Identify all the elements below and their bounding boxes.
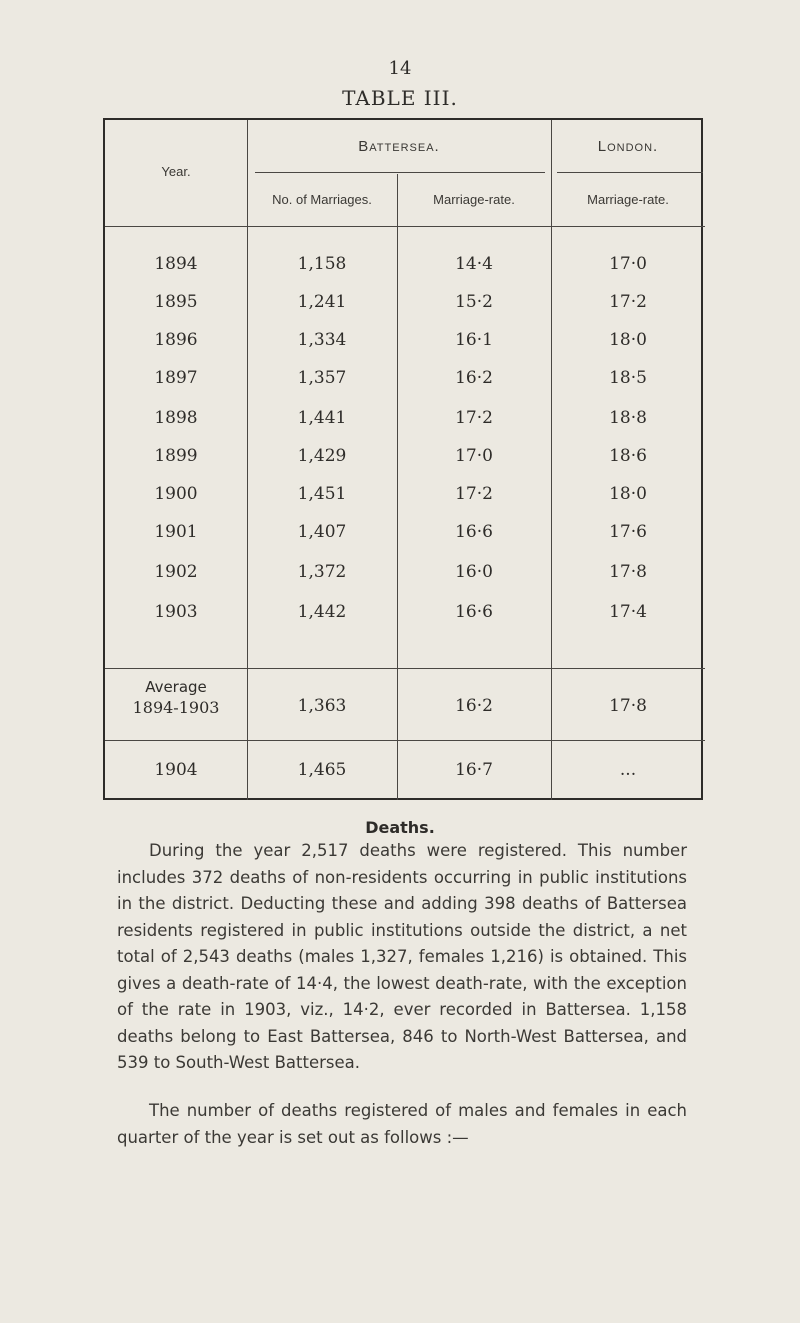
cell-year: 1897 xyxy=(154,368,198,388)
cell-battersea-rate: 16·1 xyxy=(455,330,493,350)
header-london: London. xyxy=(597,138,659,155)
header-battersea: Battersea. xyxy=(358,138,440,155)
header-battersea-rate: Marriage-rate. xyxy=(433,192,515,207)
cell-london-rate: 17·0 xyxy=(609,254,647,274)
cell-marriages: 1,407 xyxy=(297,522,347,542)
cell-marriages: 1,334 xyxy=(297,330,347,350)
cell-battersea-rate: 15·2 xyxy=(455,292,493,312)
header-year: Year. xyxy=(161,164,191,179)
cell-london-rate: 18·6 xyxy=(609,446,647,466)
cell-marriages: 1,441 xyxy=(297,408,347,428)
final-year: 1904 xyxy=(154,760,198,780)
cell-marriages: 1,451 xyxy=(297,484,347,504)
cell-year: 1899 xyxy=(154,446,198,466)
deaths-heading: Deaths. xyxy=(365,818,435,837)
cell-year: 1895 xyxy=(154,292,198,312)
cell-marriages: 1,357 xyxy=(297,368,347,388)
cell-battersea-rate: 17·2 xyxy=(455,484,493,504)
cell-london-rate: 17·4 xyxy=(609,602,647,622)
cell-london-rate: 18·8 xyxy=(609,408,647,428)
average-battersea-rate: 16·2 xyxy=(455,696,493,716)
cell-london-rate: 17·6 xyxy=(609,522,647,542)
deaths-paragraph: During the year 2,517 deaths were registered. This number includes 372 deaths of non-residents occurring in public institutions in the district. Deducting these and adding 398 deaths of Battersea residents registered in public institutions outside the district, a net total of 2,543 deaths (males 1,327, females 1,216) is obtained. This gives a death-rate of 14·4, the lowest death-rate, with the exception of the rate in 1903, viz., 14·2, ever recorded in Battersea. 1,158 deaths belong to East Battersea, 846 to North-West Battersea, and 539 to South-West Battersea. xyxy=(117,841,687,1072)
cell-year: 1901 xyxy=(154,522,198,542)
final-london-rate: ... xyxy=(619,760,637,780)
cell-year: 1894 xyxy=(154,254,198,274)
cell-battersea-rate: 17·2 xyxy=(455,408,493,428)
average-period: 1894-1903 xyxy=(132,698,220,717)
cell-london-rate: 18·0 xyxy=(609,330,647,350)
cell-battersea-rate: 14·4 xyxy=(455,254,493,274)
cell-london-rate: 18·5 xyxy=(609,368,647,388)
cell-marriages: 1,429 xyxy=(297,446,347,466)
cell-london-rate: 17·8 xyxy=(609,562,647,582)
final-battersea-rate: 16·7 xyxy=(455,760,493,780)
average-label: Average xyxy=(145,678,207,696)
cell-year: 1898 xyxy=(154,408,198,428)
cell-battersea-rate: 16·0 xyxy=(455,562,493,582)
cell-year: 1902 xyxy=(154,562,198,582)
cell-london-rate: 17·2 xyxy=(609,292,647,312)
header-rule xyxy=(557,172,703,173)
cell-marriages: 1,442 xyxy=(297,602,347,622)
header-marriages: No. of Marriages. xyxy=(272,192,372,207)
cell-year: 1903 xyxy=(154,602,198,622)
cell-marriages: 1,372 xyxy=(297,562,347,582)
final-marriages: 1,465 xyxy=(297,760,347,780)
average-london-rate: 17·8 xyxy=(609,696,647,716)
header-rule xyxy=(105,226,705,227)
header-rule xyxy=(255,172,545,173)
average-marriages: 1,363 xyxy=(297,696,347,716)
deaths-paragraph-continued: The number of deaths registered of males and females in each quarter of the year is set out as follows :— xyxy=(117,1101,687,1147)
cell-year: 1900 xyxy=(154,484,198,504)
cell-battersea-rate: 16·6 xyxy=(455,602,493,622)
marriage-table xyxy=(103,118,703,800)
cell-battersea-rate: 16·2 xyxy=(455,368,493,388)
cell-marriages: 1,158 xyxy=(297,254,347,274)
page-number: 14 xyxy=(388,58,412,79)
cell-battersea-rate: 17·0 xyxy=(455,446,493,466)
final-rule xyxy=(105,740,705,741)
cell-year: 1896 xyxy=(154,330,198,350)
cell-london-rate: 18·0 xyxy=(609,484,647,504)
average-rule xyxy=(105,668,705,669)
cell-marriages: 1,241 xyxy=(297,292,347,312)
table-title: TABLE III. xyxy=(342,86,458,110)
header-london-rate: Marriage-rate. xyxy=(587,192,669,207)
cell-battersea-rate: 16·6 xyxy=(455,522,493,542)
